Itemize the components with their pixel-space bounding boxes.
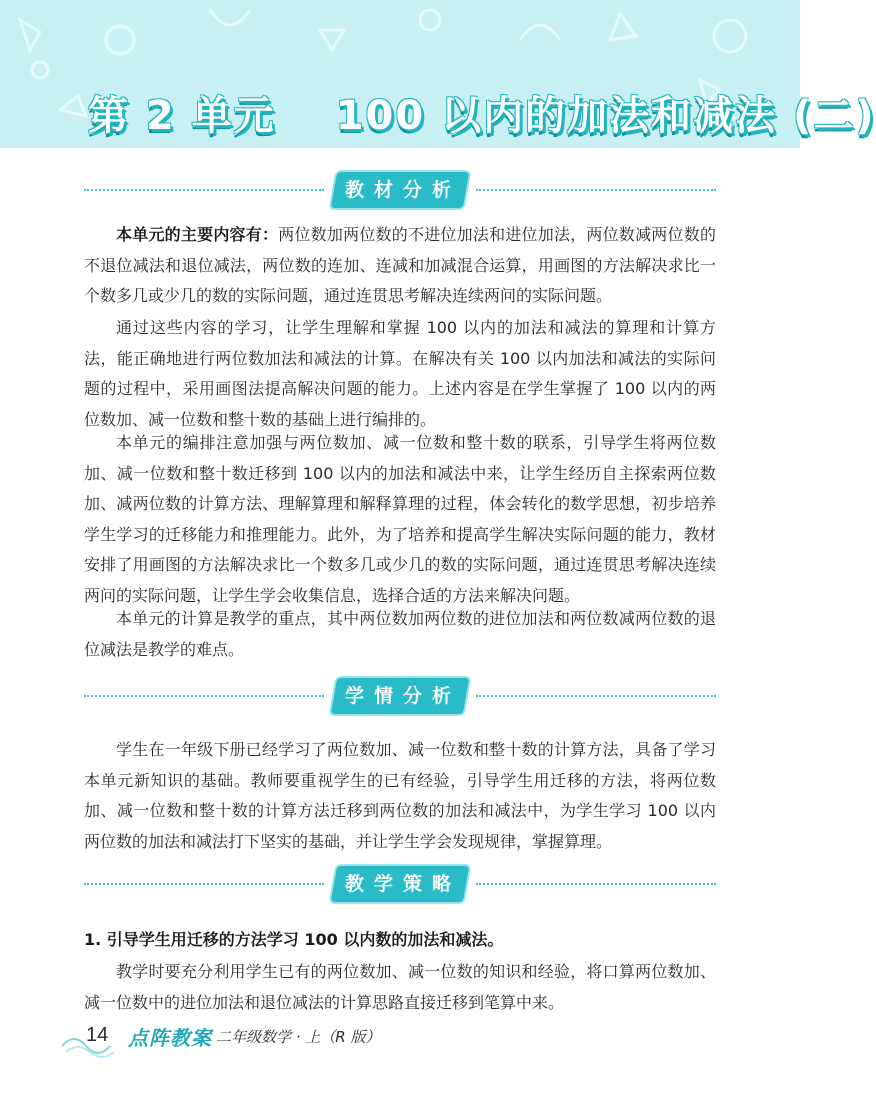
book-title: 二年级数学 · 上（R 版） [216,1028,381,1046]
page-footer [60,1016,460,1056]
analysis-p1-body: 两位数加两位数的不进位加法和进位加法，两位数减两位数的不退位减法和退位减法，两位数的连加、连减和加减混合运算，用画图的方法解决求比一个数多几或少几的数的实际问题，通过连贯思考解决连续两问的实际问题。 [84,225,716,305]
brand-logo: 点阵教案 [128,1026,212,1050]
section-divider-students [84,678,716,714]
analysis-paragraph-3: 本单元的编排注意加强与两位数加、减一位数和整十数的联系，引导学生将两位数加、减一位数和整十数迁移到 100 以内的加法和减法中来，让学生经历自主探索两位数加、减两位数的计算方法、理解算理和解释算理的过程，体会转化的数学思想，初步培养学生学习的迁移能力和推理能力。此外，为了培养和提高学生解决实际问题的能力，教材安排了用画图的方法解决求比一个数多几或少几的数的实际问题，通过连贯思考解决连续两问的实际问题，让学生学会收集信息，选择合适的方法来解决问题。 [84,433,716,605]
unit-title [88,84,876,141]
unit-name: 100 以内的加法和减法 (二) [335,93,876,139]
analysis-paragraph-2: 通过这些内容的学习，让学生理解和掌握 100 以内的加法和减法的算理和计算方法，能正确地进行两位数加法和减法的计算。在解决有关 100 以内加法和减法的实际问题的过程中，采用画图法提高解决问题的能力。上述内容是在学生掌握了 100 以内的两位数加、减一位数和整十数的基础上进行编排的。 [84,318,716,429]
section-title-strategy: 教学策略 [344,873,461,895]
dotted-line-left [84,883,324,885]
section-badge-analysis [331,172,469,208]
dotted-line-right [476,189,716,191]
dotted-line-left [84,189,324,191]
students-paragraph-1: 学生在一年级下册已经学习了两位数加、减一位数和整十数的计算方法，具备了学习本单元新知识的基础。教师要重视学生的已有经验，引导学生用迁移的方法，将两位数加、减一位数和整十数的计算方法迁移到两位数的加法和减法中，为学生学习 100 以内两位数的加法和减法打下坚实的基础，并让学生学会发现规律，掌握算理。 [84,740,716,851]
section-title-analysis: 教材分析 [344,179,461,201]
dotted-line-right [476,883,716,885]
header-band [0,0,876,148]
analysis-paragraph-4: 本单元的计算是教学的重点，其中两位数加两位数的进位加法和两位数减两位数的退位减法是教学的难点。 [84,609,716,659]
section-divider-strategy [84,866,716,902]
section-title-students: 学情分析 [344,685,461,707]
analysis-paragraph-1 [84,220,716,312]
dotted-line-left [84,695,324,697]
strategy-item-1-title [84,925,716,956]
strategy-item-1-heading: 1. 引导学生用迁移的方法学习 100 以内数的加法和减法。 [84,930,504,949]
dotted-line-right [476,695,716,697]
section-divider-analysis [84,172,716,208]
section-badge-strategy [331,866,469,902]
unit-number: 第 2 单元 [88,93,276,139]
strategy-item-1-body: 教学时要充分利用学生已有的两位数加、减一位数的知识和经验，将口算两位数加、减一位数中的进位加法和退位减法的计算思路直接迁移到笔算中来。 [84,962,716,1012]
analysis-lead: 本单元的主要内容有： [116,225,279,244]
section-badge-students [331,678,469,714]
page-number: 14 [86,1024,109,1046]
